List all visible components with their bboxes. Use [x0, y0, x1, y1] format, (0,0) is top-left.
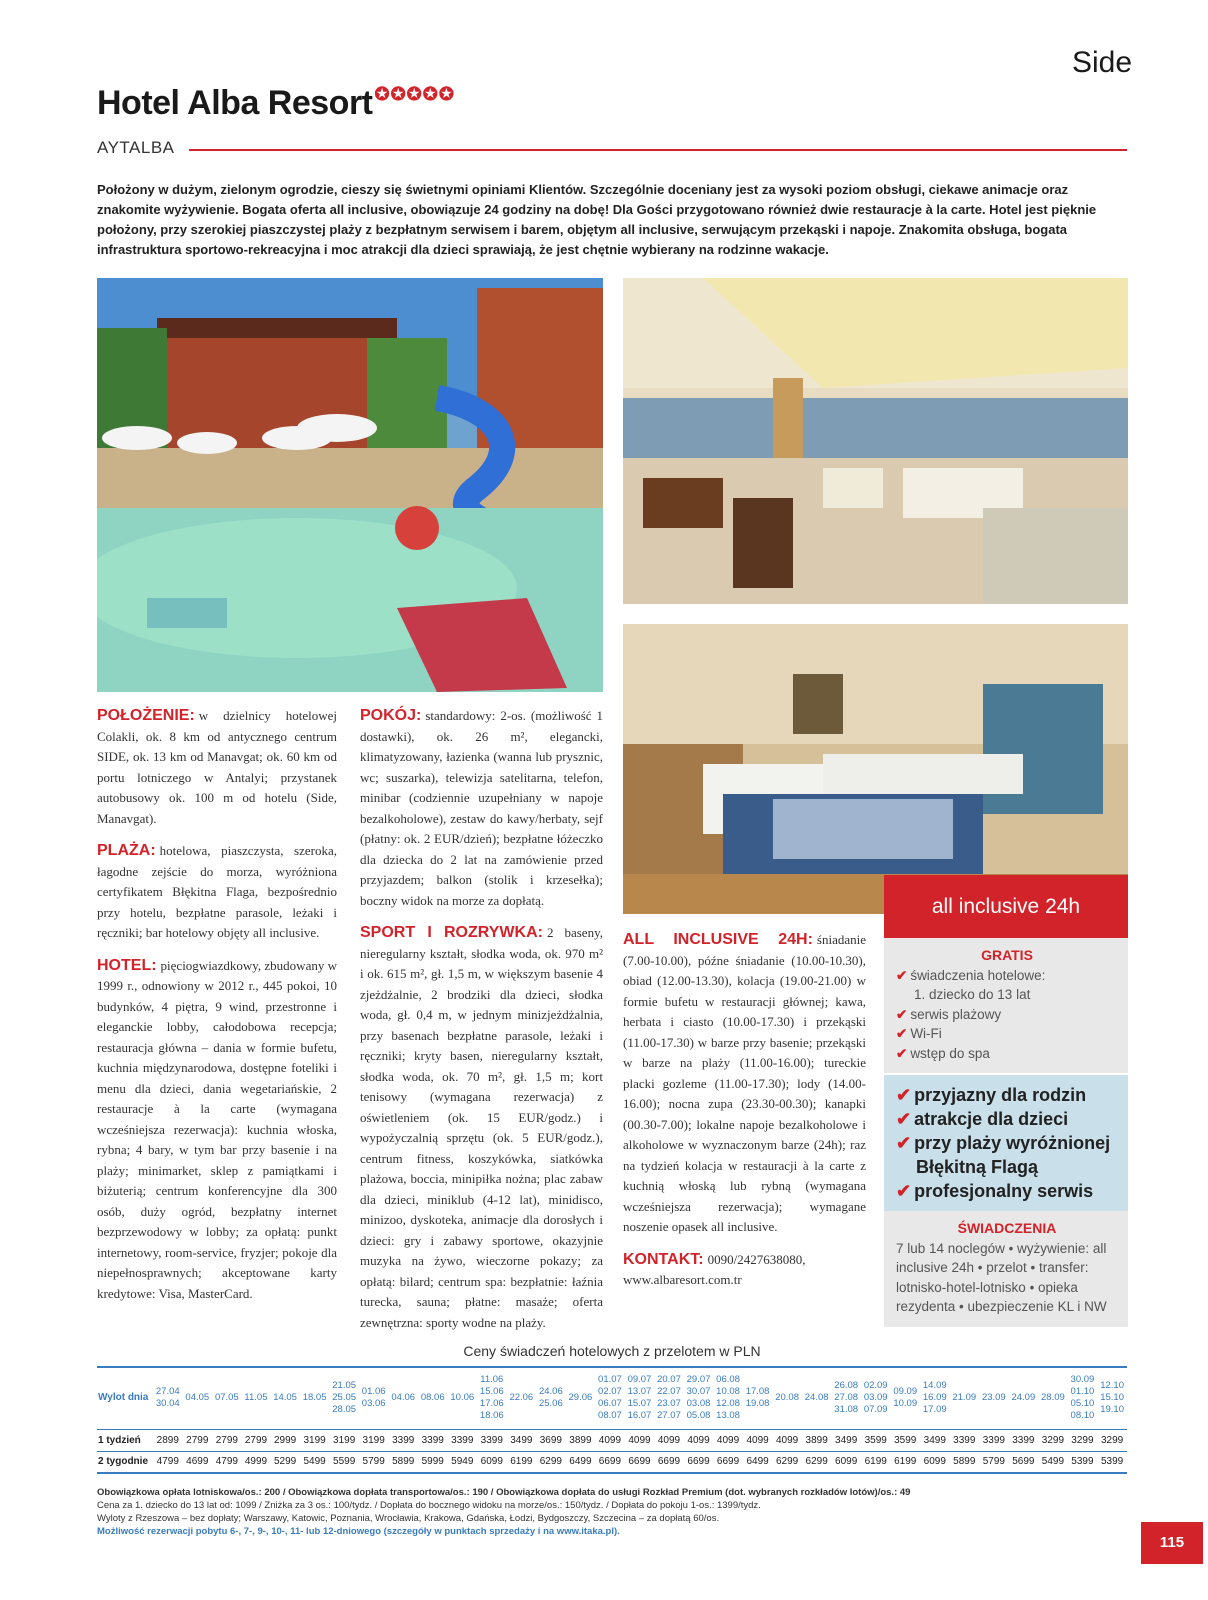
- departure-date-cell: 21.05 25.05 28.05: [329, 1367, 359, 1429]
- departure-date-cell: 22.06: [507, 1367, 537, 1429]
- section-label: SPORT I ROZRYWKA:: [360, 924, 543, 941]
- price-notes: [97, 1486, 1127, 1538]
- price-cell: 6699: [625, 1451, 655, 1473]
- departure-date-cell: 20.08: [772, 1367, 802, 1429]
- section-hotel: [97, 956, 337, 1305]
- gratis-box: [884, 938, 1128, 1073]
- check-icon: ✔: [896, 1085, 912, 1105]
- departure-date-cell: 29.07 30.07 03.08 05.08: [684, 1367, 714, 1429]
- location-subtitle: AYTALBA: [97, 138, 175, 157]
- price-cell: 6199: [861, 1451, 891, 1473]
- price-cell: 5899: [388, 1451, 418, 1473]
- departure-date-cell: 02.09 03.09 07.09: [861, 1367, 891, 1429]
- price-cell: 4099: [595, 1429, 625, 1451]
- price-cell: 5999: [418, 1451, 448, 1473]
- divider-line: [189, 149, 1127, 151]
- departure-date-cell: 10.06: [448, 1367, 478, 1429]
- departure-date-cell: 27.04 30.04: [153, 1367, 183, 1429]
- departure-date-cell: 24.09: [1009, 1367, 1039, 1429]
- contact-text: 0090/2427638080, www.albaresort.com.tr: [623, 1251, 806, 1287]
- departure-label: Wylot dnia: [97, 1367, 153, 1429]
- gratis-subitem: 1. dziecko do 13 lat: [914, 987, 1031, 1002]
- note-line: Obowiązkowa opłata lotniskowa/os.: 200 / Obowiązkowa dopłata transportowa/os.: 190 / Obowiązkowa dopłata do usługi Rozkład Premium (dot. wybranych rozkładów lotów)/os.: 49: [97, 1487, 911, 1498]
- departure-date-cell: 17.08 19.08: [743, 1367, 773, 1429]
- departure-date-cell: 04.05: [183, 1367, 213, 1429]
- subtitle-row: [97, 138, 1127, 158]
- price-cell: 5399: [1068, 1451, 1098, 1473]
- price-row-2-weeks: [97, 1451, 1127, 1473]
- price-cell: 5299: [270, 1451, 300, 1473]
- price-cell: 3399: [448, 1429, 478, 1451]
- departure-date-cell: 30.09 01.10 05.10 08.10: [1068, 1367, 1098, 1429]
- price-row-1-week: [97, 1429, 1127, 1451]
- price-cell: 6299: [802, 1451, 832, 1473]
- price-cell: 3199: [329, 1429, 359, 1451]
- check-icon: ✔: [896, 1181, 912, 1201]
- gratis-item: ✔ świadczenia hotelowe:: [896, 967, 1046, 983]
- price-cell: 5799: [979, 1451, 1009, 1473]
- price-cell: 6099: [477, 1451, 507, 1473]
- price-cell: 5899: [950, 1451, 980, 1473]
- column-2: [360, 706, 603, 1345]
- price-cell: 5949: [448, 1451, 478, 1473]
- swiadczenia-text: 7 lub 14 noclegów • wyżywienie: all inclusive 24h • przelot • transfer: lotnisko-hotel-lotnisko • opieka rezydenta • ubezpieczenie KL i NW: [896, 1240, 1107, 1314]
- price-cell: 3399: [979, 1429, 1009, 1451]
- price-cell: 4099: [684, 1429, 714, 1451]
- departure-date-cell: 29.06: [566, 1367, 596, 1429]
- price-cell: 4099: [743, 1429, 773, 1451]
- price-cell: 3399: [477, 1429, 507, 1451]
- section-sport: [360, 923, 603, 1333]
- price-cell: 5499: [300, 1451, 330, 1473]
- departure-date-cell: 01.06 03.06: [359, 1367, 389, 1429]
- price-cell: 3399: [418, 1429, 448, 1451]
- section-label: POKÓJ:: [360, 707, 422, 724]
- feature-item: ✔ profesjonalny serwis: [896, 1181, 1094, 1201]
- check-icon: ✔: [896, 967, 908, 983]
- price-cell: 6199: [890, 1451, 920, 1473]
- departure-date-cell: 26.08 27.08 31.08: [831, 1367, 861, 1429]
- departure-date-cell: 28.09: [1038, 1367, 1068, 1429]
- check-icon: ✔: [896, 1133, 912, 1153]
- price-cell: 4999: [242, 1451, 271, 1473]
- note-line: Możliwość rezerwacji pobytu 6-, 7-, 9-, 10-, 11- lub 12-dniowego (szczegóły w punktach sprzedaży i na www.itaka.pl).: [97, 1526, 620, 1537]
- price-cell: 4699: [183, 1451, 213, 1473]
- swiadczenia-title: ŚWIADCZENIA: [957, 1220, 1057, 1236]
- departure-date-cell: 04.06: [388, 1367, 418, 1429]
- price-cell: 3399: [1009, 1429, 1039, 1451]
- price-cell: 3199: [300, 1429, 330, 1451]
- gratis-item: ✔ Wi-Fi: [896, 1026, 942, 1041]
- departure-date-cell: 11.06 15.06 17.06 18.06: [477, 1367, 507, 1429]
- price-cell: 5399: [1097, 1451, 1127, 1473]
- price-cell: 3499: [831, 1429, 861, 1451]
- departure-date-cell: 23.09: [979, 1367, 1009, 1429]
- hotel-name: Hotel Alba Resort: [97, 84, 373, 122]
- feature-item: ✔ przy plaży wyróżnionej Błękitną Flagą: [896, 1133, 1111, 1177]
- region-name: Side: [1072, 46, 1133, 79]
- week1-label: 1 tydzień: [97, 1429, 153, 1451]
- price-cell: 3299: [1068, 1429, 1098, 1451]
- departure-date-cell: 08.06: [418, 1367, 448, 1429]
- price-cell: 4099: [654, 1429, 684, 1451]
- price-cell: 2899: [153, 1429, 183, 1451]
- section-kontakt: [623, 1250, 866, 1291]
- info-box: [884, 875, 1128, 1327]
- section-pokoj: [360, 706, 603, 911]
- price-cell: 6499: [566, 1451, 596, 1473]
- restaurant-photo: [623, 278, 1128, 604]
- check-icon: ✔: [896, 1109, 912, 1129]
- departure-date-cell: 09.07 13.07 15.07 16.07: [625, 1367, 655, 1429]
- section-text: hotelowa, piaszczysta, szeroka, łagodne zejście do morza, wyróżniona certyfikatem Błękitna Flaga, bezpośrednio przy hotelu, bezpłatne parasole, leżaki i ręczniki; bar hotelowy objęty all inclusive.: [97, 843, 337, 940]
- price-cell: 3399: [388, 1429, 418, 1451]
- price-cell: 3899: [802, 1429, 832, 1451]
- star-rating-icon: ✪✪✪✪✪: [374, 84, 455, 104]
- price-cell: 3899: [566, 1429, 596, 1451]
- pool-photo: [97, 278, 603, 692]
- check-icon: ✔: [896, 1026, 908, 1041]
- price-cell: 3499: [920, 1429, 950, 1451]
- price-cell: 2999: [270, 1429, 300, 1451]
- price-cell: 3599: [861, 1429, 891, 1451]
- page-number: 115: [1141, 1522, 1203, 1564]
- price-cell: 3499: [507, 1429, 537, 1451]
- price-cell: 2799: [212, 1429, 242, 1451]
- departure-date-cell: 18.05: [300, 1367, 330, 1429]
- section-text: śniadanie (7.00-10.00), późne śniadanie (10.00-10.30), obiad (12.00-13.30), kolacja (19.00-21.00) w formie bufetu w restauracji głównej; kawa, herbata i ciasto (10.00-17.30) i przekąski (11.00-17.30) w barze przy basenie; przekąski w barze na plaży (11.00-16.00); tureckie placki gozleme (11.00-17.30); lody (14.00-16.00); nocna zupa (23.30-00.30); kanapki (00.30-7.00); lokalne napoje bezalkoholowe i alkoholowe w wyznaczonym barze (24h); raz na tydzień kolacja w restauracji à la carte z kuchnią włoską lub rybną (wymagana wcześniejsza rezerwacja); wymagane noszenie opasek all inclusive.: [623, 932, 866, 1234]
- gratis-title: GRATIS: [981, 947, 1033, 963]
- departure-date-cell: 14.09 16.09 17.09: [920, 1367, 950, 1429]
- price-cell: 4099: [713, 1429, 743, 1451]
- price-cell: 4099: [772, 1429, 802, 1451]
- section-label: POŁOŻENIE:: [97, 707, 195, 724]
- departure-date-cell: 06.08 10.08 12.08 13.08: [713, 1367, 743, 1429]
- price-cell: 3299: [1097, 1429, 1127, 1451]
- price-cell: 6199: [507, 1451, 537, 1473]
- departure-date-cell: 09.09 10.09: [890, 1367, 920, 1429]
- price-cell: 6099: [920, 1451, 950, 1473]
- section-all-inclusive: [623, 930, 866, 1238]
- section-label: HOTEL:: [97, 956, 157, 974]
- price-cell: 3199: [359, 1429, 389, 1451]
- section-text: pięciogwiazdkowy, zbudowany w 1999 r., odnowiony w 2012 r., 445 pokoi, 10 budynków, 4 piętra, 9 wind, przestronne i eleganckie lobby, całodobowa recepcja; restauracja główna – dania w formie bufetu, kuchnia międzynarodowa, dostępne foteliki i menu dla dzieci, dania wegetariańskie, 2 restauracje à la carte (wymagana wcześniejsza rezerwacja): kuchnia włoska, rybna; 4 bary, w tym bar przy basenie i na plaży; minimarket, sklep z pamiątkami i biżuterią; centrum konferencyjne dla 300 osób, duży ogród, bezpłatny internet bezprzewodowy w lobby; za opłatą: punkt internetowy, room-service, fryzjer; pokoje dla niepełnosprawnych; akceptowane karty kredytowe: Visa, MasterCard.: [97, 957, 337, 1301]
- price-table-wrapper: [97, 1366, 1127, 1474]
- swiadczenia-box: [884, 1211, 1128, 1327]
- departure-date-cell: 14.05: [270, 1367, 300, 1429]
- section-label: PLAŻA:: [97, 842, 156, 859]
- week2-label: 2 tygodnie: [97, 1451, 153, 1473]
- departure-date-cell: 20.07 22.07 23.07 27.07: [654, 1367, 684, 1429]
- departure-date-cell: 11.05: [242, 1367, 271, 1429]
- price-cell: 2799: [183, 1429, 213, 1451]
- price-cell: 5499: [1038, 1451, 1068, 1473]
- gratis-item: ✔ wstęp do spa: [896, 1045, 990, 1061]
- price-cell: 5599: [329, 1451, 359, 1473]
- room-photo: [623, 624, 1128, 914]
- price-cell: 2799: [242, 1429, 271, 1451]
- price-cell: 3299: [1038, 1429, 1068, 1451]
- price-cell: 4799: [153, 1451, 183, 1473]
- price-cell: 6699: [684, 1451, 714, 1473]
- departure-date-cell: 24.08: [802, 1367, 832, 1429]
- price-table-title: Ceny świadczeń hotelowych z przelotem w PLN: [463, 1343, 761, 1359]
- hotel-title: [97, 84, 455, 123]
- intro-paragraph: Położony w dużym, zielonym ogrodzie, cieszy się świetnymi opiniami Klientów. Szczególnie doceniany jest za wysoki poziom obsługi, ciekawe animacje oraz znakomite wyżywienie. Bogata oferta all inclusive, obowiązuje 24 godziny na dobę! Dla Gości przygotowano również dwie restauracje à la carte. Hotel jest pięknie położony, przy szerokiej piaszczystej plaży z bezpłatnym serwisem i barem, objętym all inclusive, serwującym przekąski i napoje. Znakomita obsługa, bogata infrastruktura sportowo-rekreacyjna i moc atrakcji dla dzieci sprawiają, że jest chętnie wybierany na rodzinne wakacje.: [97, 182, 1097, 257]
- price-cell: 3399: [950, 1429, 980, 1451]
- column-1: [97, 706, 337, 1316]
- section-text: w dzielnicy hotelowej Colakli, ok. 8 km od antycznego centrum SIDE, ok. 13 km od Manavgat; ok. 60 km od portu lotniczego w Antalyi; przystanek autobusowy ok. 100 m od hotelu (Side, Manavgat).: [97, 708, 337, 826]
- note-line: Cena za 1. dziecko do 13 lat od: 1099 / Zniżka za 3 os.: 100/tydz. / Dopłata do bocznego widoku na morze/os.: 150/tydz. / Dopłata do pokoju 1-os.: 1399/tydz.: [97, 1500, 761, 1511]
- price-cell: 6499: [743, 1451, 773, 1473]
- price-cell: 6699: [595, 1451, 625, 1473]
- section-label: ALL INCLUSIVE 24H:: [623, 931, 813, 948]
- price-table: [97, 1366, 1127, 1474]
- note-line: Wyloty z Rzeszowa – bez dopłaty; Warszawy, Katowic, Poznania, Wrocławia, Krakowa, Gdańska, Łodzi, Bydgoszczy, Szczecina – za dopłatą 60/os.: [97, 1513, 720, 1524]
- departure-dates-row: [97, 1367, 1127, 1429]
- departure-date-cell: 12.10 15.10 19.10: [1097, 1367, 1127, 1429]
- price-cell: 5799: [359, 1451, 389, 1473]
- section-plaza: [97, 841, 337, 944]
- gratis-item: ✔ serwis plażowy: [896, 1006, 1002, 1022]
- column-3: [623, 930, 866, 1303]
- section-label: KONTAKT:: [623, 1250, 704, 1268]
- departure-date-cell: 01.07 02.07 06.07 08.07: [595, 1367, 625, 1429]
- all-inclusive-banner: all inclusive 24h: [884, 875, 1128, 938]
- price-cell: 5699: [1009, 1451, 1039, 1473]
- price-cell: 6699: [713, 1451, 743, 1473]
- price-cell: 6099: [831, 1451, 861, 1473]
- price-cell: 6299: [536, 1451, 566, 1473]
- departure-date-cell: 24.06 25.06: [536, 1367, 566, 1429]
- section-text: 2 baseny, nieregularny kształt, słodka woda, ok. 970 m² i ok. 615 m², gł. 1,5 m, w większym basenie 4 zjeżdżalnie, 2 brodziki dla dzieci, słodka woda, gł. 0,4 m, w jednym minizjeżdżalnia, przy basenach bezpłatne parasole, leżaki i ręczniki; kryty basen, nieregularny kształt, słodka woda, ok. 70 m², gł. 1,5 m; kort tenisowy (wymagana rezerwacja) z oświetleniem (ok. 15 EUR/godz.) i wypożyczalnią sprzętu (ok. 5 EUR/godz.), centrum fitness, koszykówka, siatkówka plażowa, boccia, minipiłka nożna; plac zabaw dla dzieci, miniklub (4-12 lat), minidisco, minizoo, dyskoteka, animacje dla dorosłych i dzieci: gry i zabawy sportowe, okazyjnie muzyka na żywo, wieczorne pokazy; za opłatą: bilard; centrum spa: bezpłatnie: łaźnia turecka, sauna; płatne: masaże; oferta zewnętrzna: sporty wodne na plaży.: [360, 925, 603, 1330]
- check-icon: ✔: [896, 1045, 908, 1061]
- check-icon: ✔: [896, 1006, 908, 1022]
- price-cell: 4099: [625, 1429, 655, 1451]
- feature-item: ✔ przyjazny dla rodzin: [896, 1085, 1087, 1105]
- features-box: [884, 1073, 1128, 1211]
- price-cell: 4799: [212, 1451, 242, 1473]
- feature-item: ✔ atrakcje dla dzieci: [896, 1109, 1069, 1129]
- price-cell: 3599: [890, 1429, 920, 1451]
- section-polozenie: [97, 706, 337, 829]
- price-cell: 3699: [536, 1429, 566, 1451]
- price-cell: 6699: [654, 1451, 684, 1473]
- departure-date-cell: 07.05: [212, 1367, 242, 1429]
- section-text: standardowy: 2-os. (możliwość 1 dostawki), ok. 26 m², elegancki, klimatyzowany, łazienka (wanna lub prysznic, wc; suszarka), telewizja satelitarna, telefon, minibar (codziennie uzupełniany w napoje bezalkoholowe), zestaw do kawy/herbaty, sejf (płatny: ok. 2 EUR/dzień); bezpłatne łóżeczko dla dziecka do 2 lat na zamówienie przed przyjazdem; balkon (stolik i krzesełka); boczny widok na morze za dopłatą.: [360, 708, 603, 908]
- departure-date-cell: 21.09: [950, 1367, 980, 1429]
- price-cell: 6299: [772, 1451, 802, 1473]
